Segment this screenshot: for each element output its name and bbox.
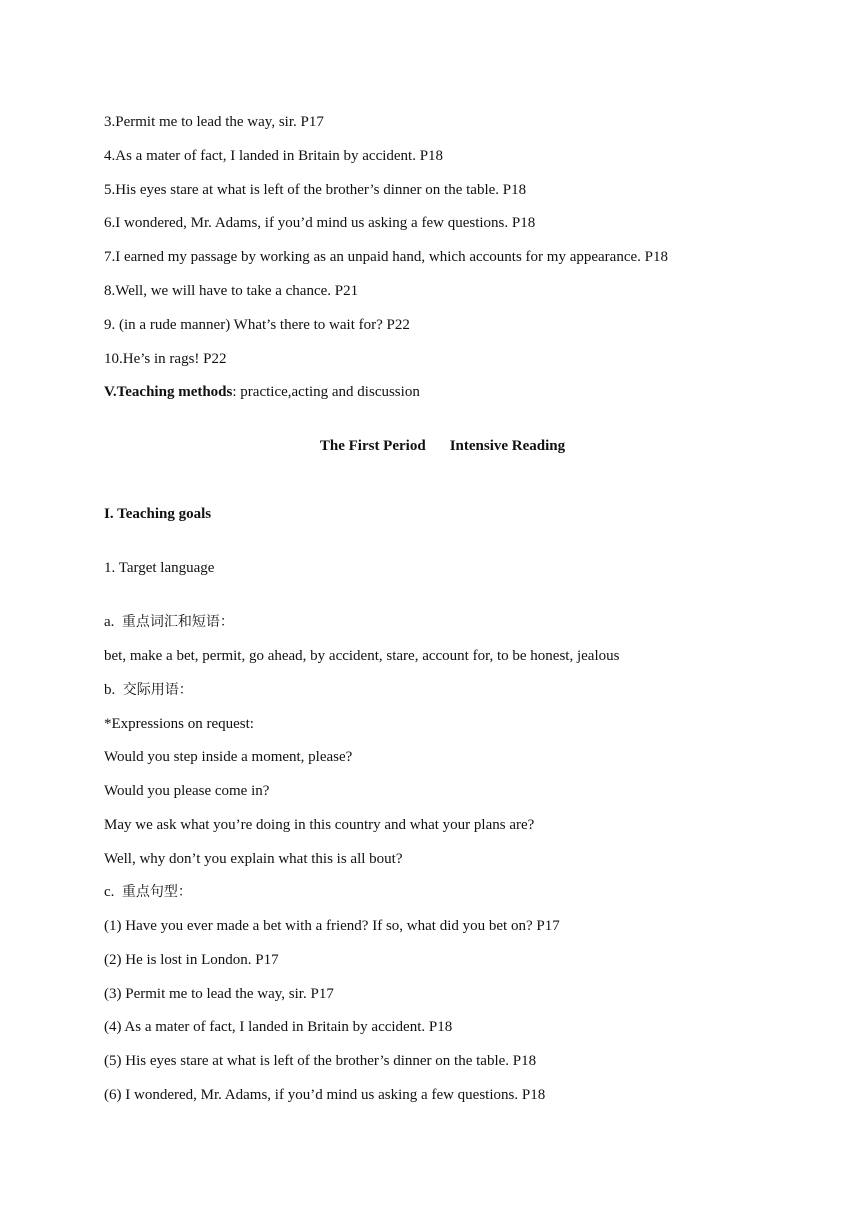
teaching-methods-text: : practice,acting and discussion	[232, 384, 420, 400]
key-sentence-2: (2) He is lost in London. P17	[104, 952, 279, 968]
teaching-methods	[104, 383, 420, 401]
sentences-label: 重点句型：	[121, 884, 192, 900]
vocab-prefix: a.	[104, 614, 115, 630]
period-title-left: The First Period	[319, 438, 426, 454]
sentences-prefix: c.	[104, 884, 115, 900]
example-sentence-5: 5.His eyes stare at what is left of the brother’s dinner on the table. P18	[104, 182, 527, 198]
sentences-heading	[104, 883, 192, 901]
period-title-right: Intensive Reading	[449, 438, 566, 454]
target-language-heading: 1. Target language	[104, 560, 215, 576]
teaching-goals-heading: I. Teaching goals	[104, 506, 212, 522]
key-sentence-6: (6) I wondered, Mr. Adams, if you’d mind us asking a few questions. P18	[104, 1087, 546, 1103]
example-sentence-3: 3.Permit me to lead the way, sir. P17	[104, 114, 324, 130]
vocab-list: bet, make a bet, permit, go ahead, by accident, stare, account for, to be honest, jealous	[104, 648, 620, 664]
period-title	[0, 437, 860, 455]
example-sentence-4: 4.As a mater of fact, I landed in Britain by accident. P18	[104, 148, 444, 164]
expression-item: Would you step inside a moment, please?	[104, 749, 353, 765]
expression-item: May we ask what you’re doing in this country and what your plans are?	[104, 817, 535, 833]
example-sentence-10: 10.He’s in rags! P22	[104, 351, 227, 367]
key-sentence-4: (4) As a mater of fact, I landed in Britain by accident. P18	[104, 1019, 453, 1035]
expressions-label: 交际用语：	[122, 682, 193, 698]
expression-item: Well, why don’t you explain what this is all bout?	[104, 851, 403, 867]
example-sentence-8: 8.Well, we will have to take a chance. P21	[104, 283, 359, 299]
example-sentence-7: 7.I earned my passage by working as an unpaid hand, which accounts for my appearance. P18	[104, 249, 668, 265]
expressions-prefix: b.	[104, 682, 116, 698]
teaching-methods-label: V.Teaching methods	[104, 384, 233, 400]
vocab-label: 重点词汇和短语：	[121, 614, 234, 630]
example-sentence-6: 6.I wondered, Mr. Adams, if you’d mind us asking a few questions. P18	[104, 215, 536, 231]
example-sentence-9: 9. (in a rude manner) What’s there to wait for? P22	[104, 317, 410, 333]
key-sentence-3: (3) Permit me to lead the way, sir. P17	[104, 986, 334, 1002]
expression-item: Would you please come in?	[104, 783, 270, 799]
vocab-heading	[104, 613, 234, 631]
expressions-subheading: *Expressions on request:	[104, 716, 254, 732]
key-sentence-1: (1) Have you ever made a bet with a friend? If so, what did you bet on? P17	[104, 918, 560, 934]
expressions-heading	[104, 681, 193, 699]
key-sentence-5: (5) His eyes stare at what is left of the brother’s dinner on the table. P18	[104, 1053, 537, 1069]
